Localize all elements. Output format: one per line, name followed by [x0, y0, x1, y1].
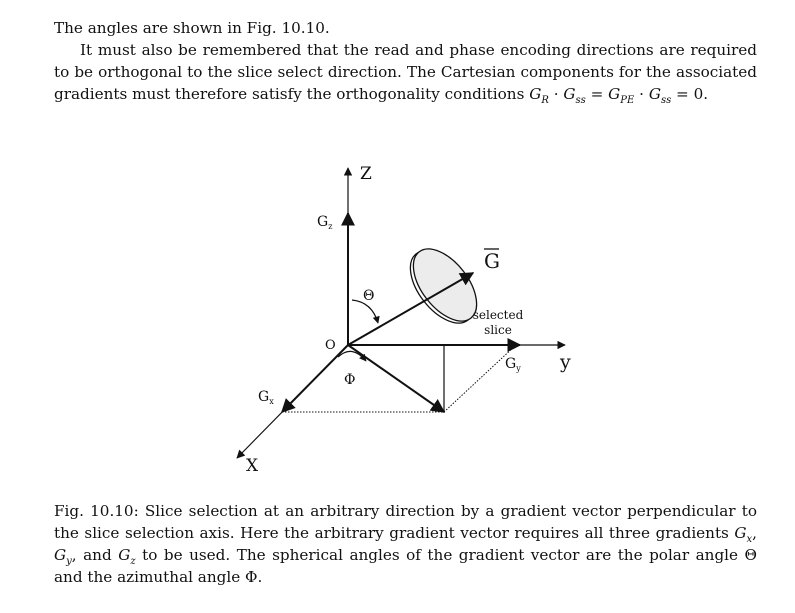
caption-text-2: to be used. The spherical angles of the gradient vector are the polar angle [135, 546, 745, 564]
phi-arc [338, 351, 366, 361]
eq-g-ss-1: G [563, 85, 576, 103]
projection-arrow [348, 345, 444, 412]
caption-theta: Θ [744, 546, 757, 564]
intro-text [54, 17, 757, 105]
caption-paragraph [54, 500, 757, 588]
x-axis-label: X [246, 456, 259, 476]
eq-sub-ss-1: ss [575, 95, 586, 107]
eq-g-ss-2: G [648, 85, 661, 103]
gy-label: $G_y$ [505, 356, 521, 373]
theta-label: Θ [363, 288, 375, 304]
caption-sep-2: , and [71, 546, 119, 564]
caption-gy-sub: y [66, 556, 72, 568]
z-axis-label: Z [360, 164, 372, 184]
eq-sub-pe: PE [620, 95, 635, 107]
caption-gx-sub: x [746, 534, 753, 546]
y-axis-label: y [560, 351, 571, 373]
caption-text-1: Slice selection at an arbitrary direction by a gradient vector perpendicular to the slice selection axis. Here the arbitrary gradient vector requires all three gradients [54, 502, 757, 542]
caption-label: Fig. 10.10: [54, 502, 139, 520]
gz-label: $G_z$ [317, 214, 333, 231]
gx-component-arrow [282, 345, 348, 412]
eq-g-pe: G [608, 85, 621, 103]
intro-paragraph-text: It must also be remembered that the read and phase encoding directions are required to be orthogonal to the slice select direction. The Cartesian components for the associated gradients must therefore satisfy the orthogonality conditions [54, 41, 757, 103]
eq-equals-1: = [585, 85, 609, 103]
eq-dot-2: · [634, 85, 649, 103]
caption-text-3: and the azimuthal angle [54, 568, 246, 586]
figure-caption [54, 500, 757, 588]
orthogonality-equation [529, 85, 709, 107]
eq-dot-1: · [548, 85, 564, 103]
eq-sub-r: R [541, 95, 549, 107]
gx-label: $G_x$ [258, 389, 274, 406]
selected-slice-label-line1: selected [472, 308, 524, 322]
origin-label: O [325, 338, 336, 353]
intro-line1: The angles are shown in Fig. 10.10. [54, 19, 330, 37]
caption-gz: G [118, 546, 131, 564]
eq-equals-zero: = 0. [671, 85, 709, 103]
eq-sub-ss-2: ss [660, 95, 672, 107]
caption-phi: Φ [245, 568, 258, 586]
eq-g-r: G [529, 85, 542, 103]
caption-sep-1: , [752, 524, 757, 542]
phi-label: Φ [344, 372, 356, 388]
caption-gy: G [54, 546, 67, 564]
gradient-vector-label: G [484, 249, 500, 273]
slice-selection-figure [220, 155, 600, 480]
caption-gz-sub: z [130, 556, 136, 568]
intro-paragraph [54, 39, 757, 105]
caption-gx: G [734, 524, 747, 542]
selected-slice-label-line2: slice [484, 323, 512, 337]
caption-end: . [257, 568, 263, 586]
